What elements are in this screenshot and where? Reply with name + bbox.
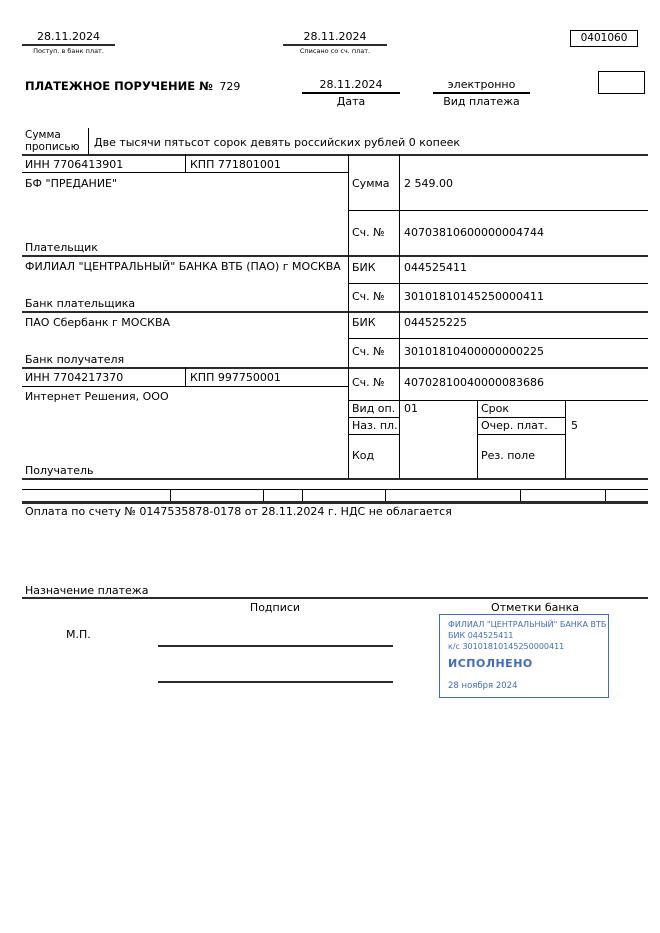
form-code-box: [570, 30, 638, 47]
payee-bank-account: 30101810400000000225: [404, 345, 544, 358]
signature-line-2: [158, 681, 393, 683]
payee-bank-bik-label: БИК: [352, 316, 376, 329]
ops-column-left-line: [477, 400, 478, 478]
amount-label: Сумма: [352, 177, 390, 190]
payee-bank-name: ПАО Сбербанк г МОСКВА: [25, 316, 171, 329]
footer-cell-divider: [520, 489, 521, 501]
debited-date-label: Списано со сч. плат.: [299, 47, 371, 55]
payee-inn: ИНН 7704217370: [25, 371, 124, 384]
term-label: Срок: [481, 402, 510, 415]
document-title-row: [25, 80, 240, 93]
op-type-label: Вид оп.: [352, 402, 396, 415]
stamp-bik: БИК 044525411: [448, 631, 514, 640]
priority-label: Очер. плат.: [481, 419, 548, 432]
purpose-section-line: [22, 597, 648, 599]
document-date-underline: [302, 92, 400, 94]
op-label-underline: [348, 417, 399, 418]
received-date-label: Поступ. в банк плат.: [33, 47, 104, 55]
payee-name: Интернет Решения, ООО: [25, 390, 169, 403]
document-date-label: Дата: [336, 95, 366, 108]
stamp-bank-name: ФИЛИАЛ "ЦЕНТРАЛЬНЫЙ" БАНКА ВТБ: [448, 620, 607, 629]
payer-bank-bik: 044525411: [404, 261, 467, 274]
reserve-field-label: Рез. поле: [481, 449, 535, 462]
received-date-underline: [22, 44, 115, 46]
payee-bank-bik-underline: [348, 338, 648, 339]
payer-bank-section-label: Банк плательщика: [25, 297, 136, 310]
payer-bank-account-label: Сч. №: [352, 290, 385, 303]
payer-inn-underline: [22, 172, 348, 173]
amount-value: 2 549.00: [404, 177, 453, 190]
debited-date: 28.11.2024: [303, 30, 367, 43]
document-title: ПЛАТЕЖНОЕ ПОРУЧЕНИЕ №: [25, 79, 213, 93]
payer-section-label: Плательщик: [25, 241, 98, 254]
payee-bank-bik: 044525225: [404, 316, 467, 329]
payment-kind: электронно: [447, 78, 516, 91]
form-code: 0401060: [580, 32, 628, 44]
table-top-line: [22, 154, 648, 156]
signatures-label: Подписи: [249, 601, 301, 614]
purpose-code-label: Наз. пл.: [352, 419, 398, 432]
amount-words-text: Две тысячи пятьсот сорок девять российских рублей 0 копеек: [94, 136, 461, 149]
payee-kpp: КПП 997750001: [190, 371, 281, 384]
debited-date-underline: [283, 44, 387, 46]
payer-name: БФ "ПРЕДАНИЕ": [25, 177, 118, 190]
mp-label: М.П.: [66, 628, 91, 641]
payment-type-box: [598, 71, 645, 94]
payee-account-label: Сч. №: [352, 376, 385, 389]
payer-section-line: [22, 255, 648, 257]
stamp-corr-account: к/с 30101810145250000411: [448, 642, 565, 651]
footer-cell-divider: [605, 489, 606, 501]
payee-section-label: Получатель: [25, 464, 94, 477]
payer-bank-name: ФИЛИАЛ "ЦЕНТРАЛЬНЫЙ" БАНКА ВТБ (ПАО) г МОСКВА: [25, 260, 341, 273]
stamp-box: [439, 614, 609, 698]
payer-bank-account: 30101810145250000411: [404, 290, 544, 303]
payment-kind-label: Вид платежа: [443, 95, 520, 108]
payee-inn-underline: [22, 386, 348, 387]
label-column-left-line: [348, 154, 349, 478]
payment-kind-underline: [433, 92, 530, 94]
payee-bank-section-line: [22, 367, 648, 369]
payer-inn-kpp-divider: [185, 154, 186, 172]
ops-top-line: [348, 400, 648, 401]
payee-inn-kpp-divider: [185, 367, 186, 386]
footer-cell-divider: [263, 489, 264, 501]
document-date: 28.11.2024: [319, 78, 383, 91]
payer-account-label: Сч. №: [352, 226, 385, 239]
payer-kpp: КПП 771801001: [190, 158, 281, 171]
payer-bank-section-line: [22, 311, 648, 313]
priority-label-underline: [477, 434, 565, 435]
footer-cells-top-line: [22, 489, 648, 490]
amount-words-label: Сумма прописью: [25, 129, 80, 153]
priority-value: 5: [571, 419, 578, 432]
stamp-status: ИСПОЛНЕНО: [448, 657, 533, 670]
bank-marks-label: Отметки банка: [491, 601, 579, 614]
received-date: 28.11.2024: [37, 30, 100, 43]
amount-words-divider: [88, 128, 89, 154]
purpose-text: Оплата по счету № 0147535878-0178 от 28.11.2024 г. НДС не облагается: [25, 505, 452, 518]
code-label: Код: [352, 449, 375, 462]
op-type-value: 01: [404, 402, 418, 415]
footer-cell-divider: [385, 489, 386, 501]
payer-bank-bik-underline: [348, 283, 648, 284]
payee-bank-section-label: Банк получателя: [25, 353, 125, 366]
payer-bank-bik-label: БИК: [352, 261, 376, 274]
document-number: 729: [219, 80, 241, 93]
payee-section-line: [22, 478, 648, 480]
payee-bank-account-label: Сч. №: [352, 345, 385, 358]
footer-cell-divider: [170, 489, 171, 501]
payer-account: 40703810600000004744: [404, 226, 544, 239]
purpose-code-underline: [348, 434, 399, 435]
signature-line-1: [158, 645, 393, 647]
amount-row-underline: [348, 210, 648, 211]
footer-cells-bottom-line: [22, 501, 648, 504]
stamp-date: 28 ноября 2024: [448, 681, 518, 691]
payee-account: 40702810040000083686: [404, 376, 544, 389]
label-column-right-line: [399, 154, 400, 478]
purpose-label: Назначение платежа: [25, 584, 149, 597]
ops-column-right-line: [565, 400, 566, 478]
footer-cell-divider: [302, 489, 303, 501]
term-label-underline: [477, 417, 565, 418]
payer-inn: ИНН 7706413901: [25, 158, 124, 171]
